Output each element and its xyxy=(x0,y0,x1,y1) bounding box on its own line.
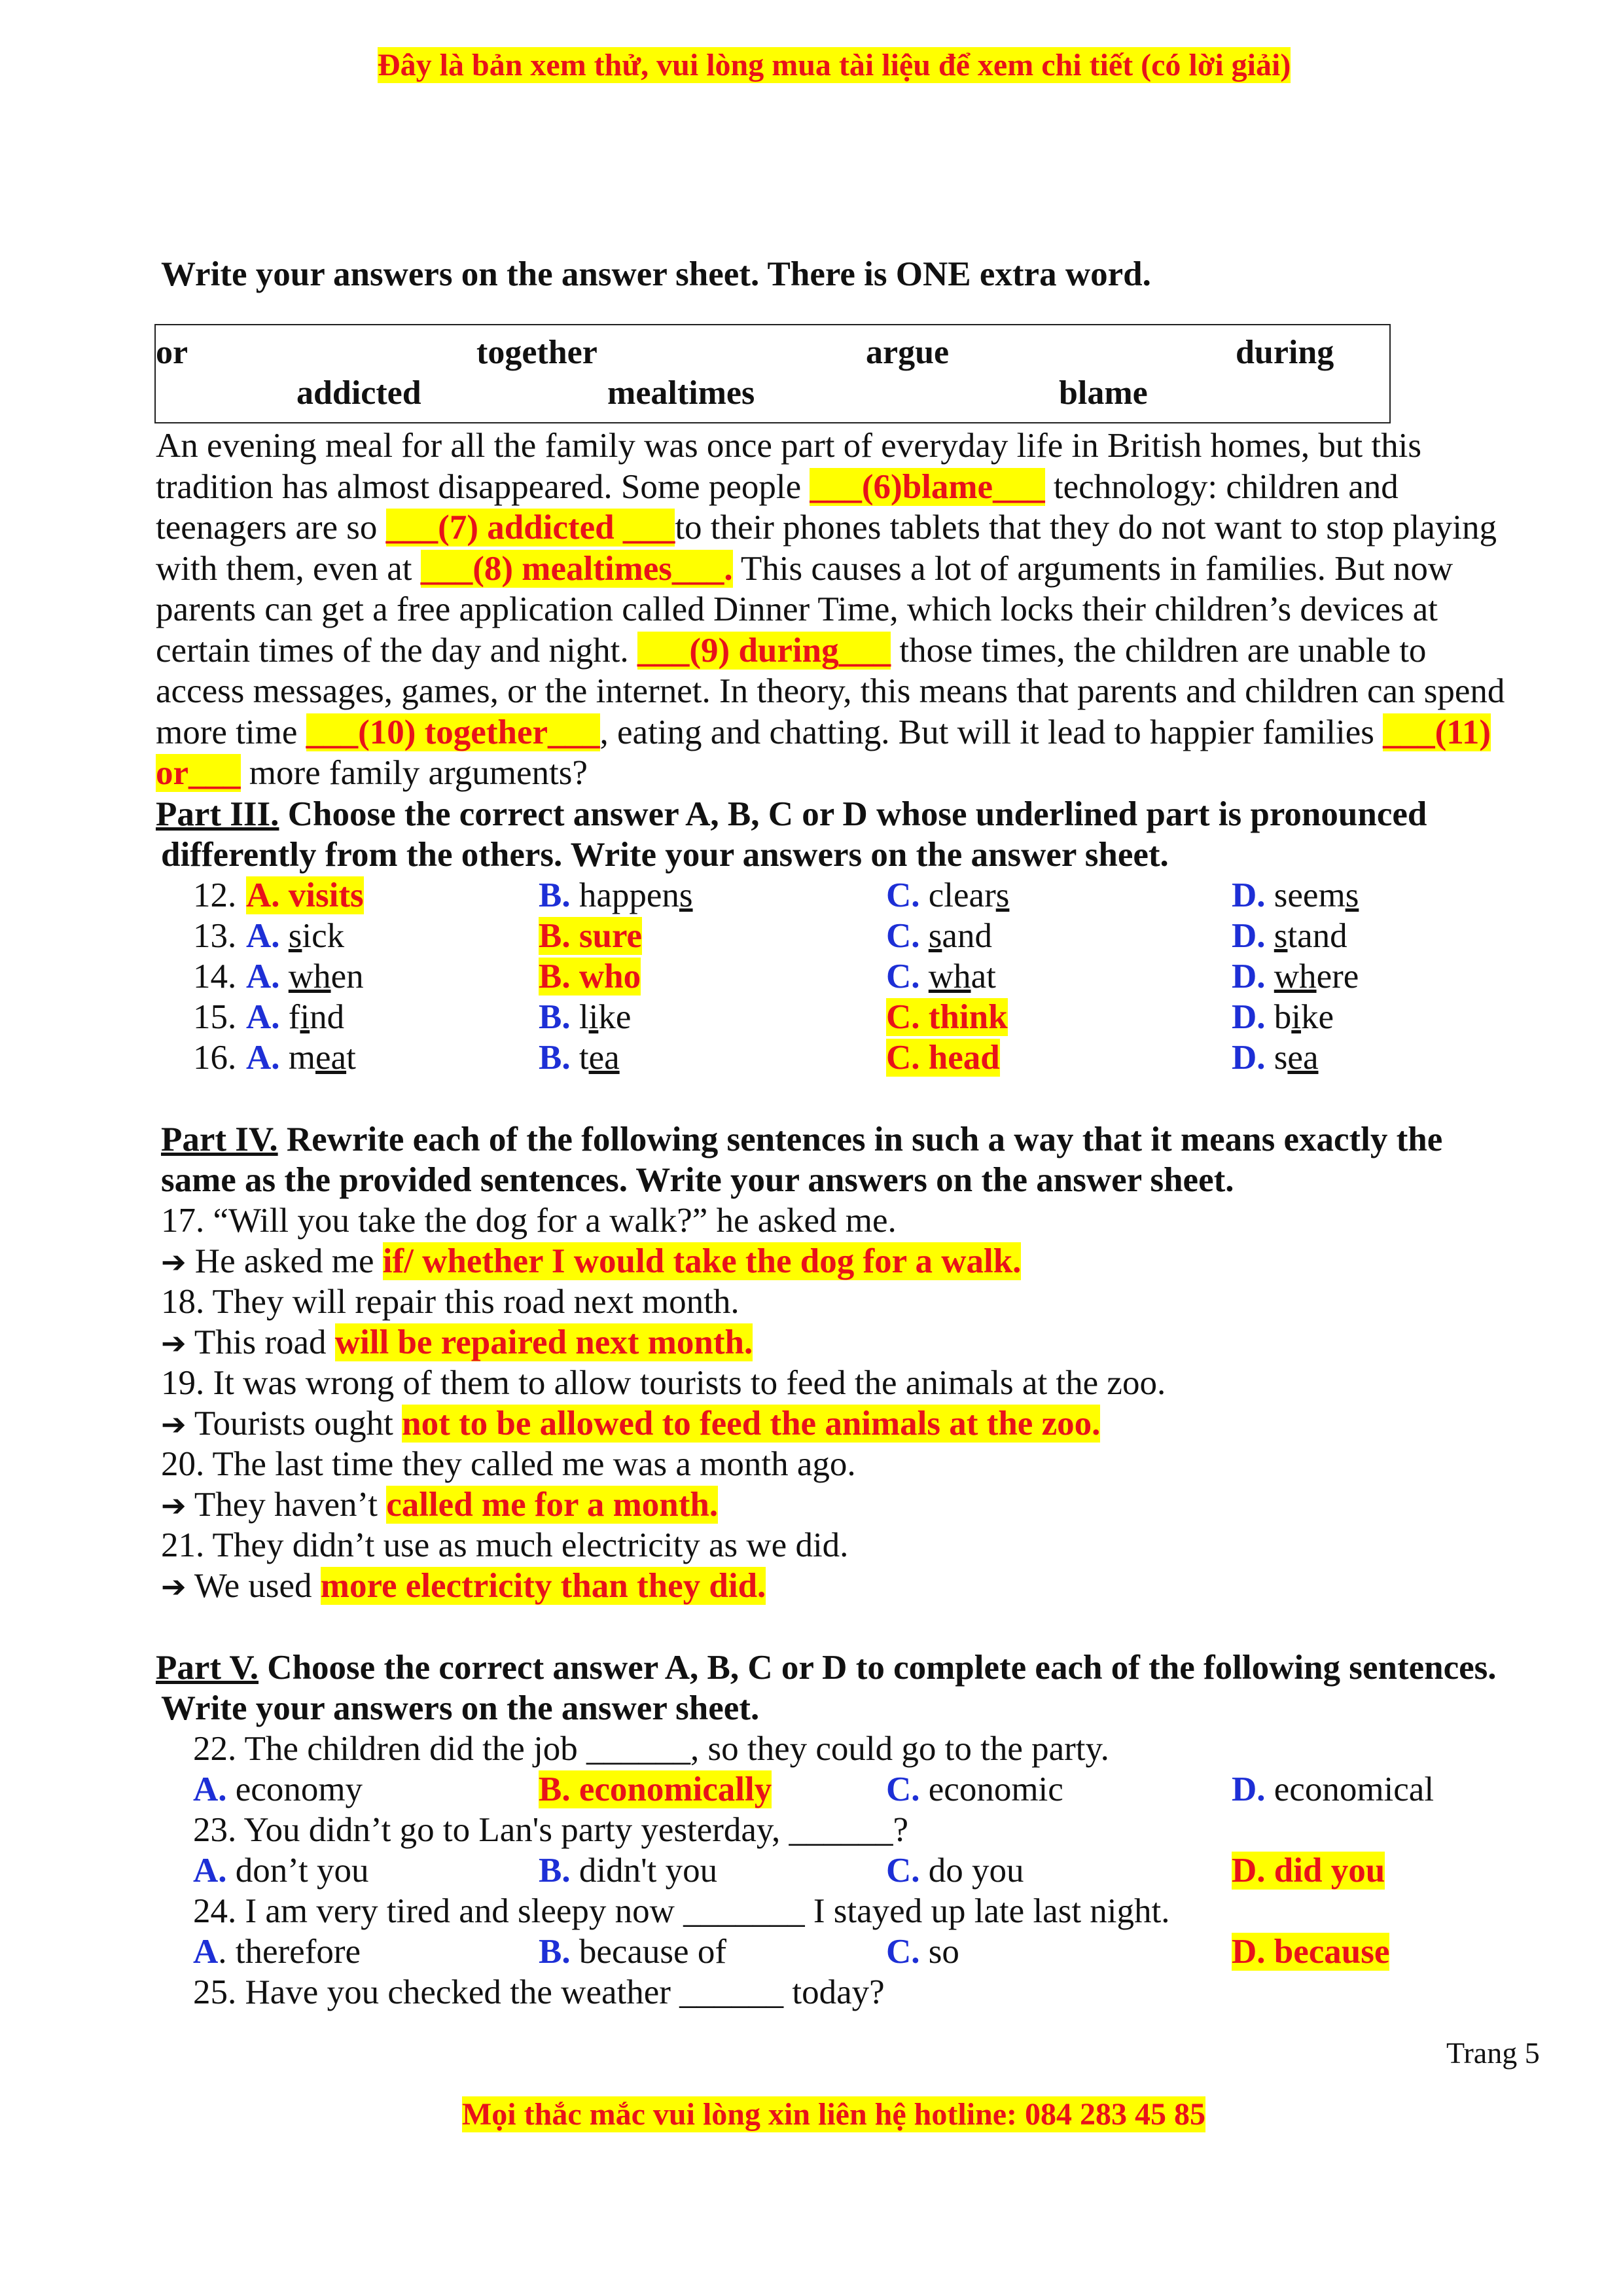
passage-line: or___ more family arguments? xyxy=(156,754,588,792)
answer-8: ___(8) mealtimes___. xyxy=(420,549,733,588)
q19-rewrite: ➔ Tourists ought not to be allowed to feed the animals at the zoo. xyxy=(161,1405,1101,1443)
q14-option-d: D. where xyxy=(1232,958,1359,996)
answer-9: ___(9) during___ xyxy=(637,631,891,670)
q21-rewrite: ➔ We used more electricity than they did. xyxy=(161,1567,766,1605)
q15-number: 15. xyxy=(193,998,237,1036)
answer-11: ___(11) xyxy=(1383,713,1491,751)
q16-option-b: B. tea xyxy=(539,1039,620,1077)
q15-option-c: C. think xyxy=(886,998,1008,1036)
passage-line: more time ___(10) together___, eating and chatting. But will it lead to happier families ___(11) xyxy=(156,713,1491,751)
word-together: together xyxy=(476,334,597,371)
q23-option-a: A. don’t you xyxy=(193,1852,369,1890)
q20-rewrite: ➔ They haven’t called me for a month. xyxy=(161,1486,719,1524)
q12-number: 12. xyxy=(193,876,237,914)
q12-option-c: C. clears xyxy=(886,876,1010,914)
q17-answer: if/ whether I would take the dog for a walk. xyxy=(382,1242,1022,1280)
q21-prompt: 21. They didn’t use as much electricity as we did. xyxy=(161,1526,849,1564)
word-blame: blame xyxy=(1059,374,1148,412)
arrow-right-icon: ➔ xyxy=(161,1246,187,1279)
q22-option-b: B. economically xyxy=(539,1770,772,1808)
q25-prompt: 25. Have you checked the weather ______ today? xyxy=(193,1973,885,2011)
q22-option-d: D. economical xyxy=(1232,1770,1435,1808)
answer-11-cont: or___ xyxy=(156,754,241,792)
q24-option-d: D. because xyxy=(1232,1933,1390,1971)
part3-heading: Part III. Choose the correct answer A, B, C or D whose underlined part is pronounced xyxy=(156,795,1427,833)
q16-option-c: C. head xyxy=(886,1039,1000,1077)
q16-option-d: D. sea xyxy=(1232,1039,1319,1077)
arrow-right-icon: ➔ xyxy=(161,1408,187,1441)
q24-option-b: B. because of xyxy=(539,1933,726,1971)
part4-instruction: same as the provided sentences. Write your answers on the answer sheet. xyxy=(161,1161,1234,1199)
q24-option-a: A. therefore xyxy=(193,1933,361,1971)
q23-option-b: B. didn't you xyxy=(539,1852,718,1890)
word-or: or xyxy=(156,334,188,371)
q22-option-c: C. economic xyxy=(886,1770,1063,1808)
passage-line: with them, even at ___(8) mealtimes___. This causes a lot of arguments in families. But now xyxy=(156,549,1454,588)
word-box xyxy=(154,324,1391,423)
answer-10: ___(10) together___ xyxy=(306,713,600,751)
passage-line: teenagers are so ___(7) addicted ___to their phones tablets that they do not want to stop playing xyxy=(156,509,1497,547)
word-during: during xyxy=(1236,334,1334,371)
q23-option-c: C. do you xyxy=(886,1852,1024,1890)
q18-prompt: 18. They will repair this road next month. xyxy=(161,1283,740,1321)
q18-rewrite: ➔ This road will be repaired next month. xyxy=(161,1323,753,1361)
q13-option-d: D. stand xyxy=(1232,917,1347,955)
q23-option-d: D. did you xyxy=(1232,1852,1385,1890)
word-mealtimes: mealtimes xyxy=(607,374,755,412)
part5-instruction: Write your answers on the answer sheet. xyxy=(161,1689,760,1727)
q15-option-a: A. find xyxy=(246,998,345,1036)
q21-answer: more electricity than they did. xyxy=(320,1567,766,1605)
q14-option-a: A. when xyxy=(246,958,364,996)
part4-heading: Part IV. Rewrite each of the following sentences in such a way that it means exactly the xyxy=(161,1121,1443,1158)
passage-line: access messages, games, or the internet. In theory, this means that parents and children can spend xyxy=(156,672,1505,710)
q20-answer: called me for a month. xyxy=(386,1486,719,1524)
part5-heading: Part V. Choose the correct answer A, B, C or D to complete each of the following sentences. xyxy=(156,1649,1497,1687)
hotline-banner: Mọi thắc mắc vui lòng xin liên hệ hotline: 084 283 45 85 xyxy=(462,2097,1206,2132)
q14-option-b: B. who xyxy=(539,958,641,996)
answer-7: ___(7) addicted ___ xyxy=(385,509,675,547)
extra-word-instruction: Write your answers on the answer sheet. There is ONE extra word. xyxy=(161,255,1151,293)
page-number: Trang 5 xyxy=(1446,2036,1540,2070)
q15-option-b: B. like xyxy=(539,998,632,1036)
q22-option-a: A. economy xyxy=(193,1770,363,1808)
answer-6: ___(6)blame___ xyxy=(810,467,1045,506)
q17-rewrite: ➔ He asked me if/ whether I would take the dog for a walk. xyxy=(161,1242,1022,1280)
passage-line: tradition has almost disappeared. Some people ___(6)blame___ technology: children and xyxy=(156,467,1399,506)
q24-prompt: 24. I am very tired and sleepy now _______ I stayed up late last night. xyxy=(193,1892,1170,1930)
passage-line: An evening meal for all the family was once part of everyday life in British homes, but this xyxy=(156,427,1421,465)
q15-option-d: D. bike xyxy=(1232,998,1334,1036)
q19-prompt: 19. It was wrong of them to allow tourists to feed the animals at the zoo. xyxy=(161,1364,1166,1402)
arrow-right-icon: ➔ xyxy=(161,1327,187,1360)
q12-option-b: B. happens xyxy=(539,876,693,914)
part3-instruction: differently from the others. Write your answers on the answer sheet. xyxy=(161,836,1169,874)
arrow-right-icon: ➔ xyxy=(161,1570,187,1604)
q24-option-c: C. so xyxy=(886,1933,959,1971)
arrow-right-icon: ➔ xyxy=(161,1489,187,1522)
q18-answer: will be repaired next month. xyxy=(334,1323,753,1361)
q20-prompt: 20. The last time they called me was a month ago. xyxy=(161,1445,856,1483)
passage-line: certain times of the day and night. ___(9) during___ those times, the children are unable to xyxy=(156,631,1427,670)
q13-option-c: C. sand xyxy=(886,917,992,955)
word-argue: argue xyxy=(866,334,950,371)
q14-number: 14. xyxy=(193,958,237,996)
q22-prompt: 22. The children did the job ______, so they could go to the party. xyxy=(193,1730,1109,1768)
q16-number: 16. xyxy=(193,1039,237,1077)
word-addicted: addicted xyxy=(296,374,421,412)
preview-banner: Đây là bản xem thử, vui lòng mua tài liệu để xem chi tiết (có lời giải) xyxy=(378,48,1291,82)
q13-option-b: B. sure xyxy=(539,917,643,955)
q17-prompt: 17. “Will you take the dog for a walk?” he asked me. xyxy=(161,1202,897,1240)
q12-option-d: D. seems xyxy=(1232,876,1359,914)
reading-passage xyxy=(156,425,1563,794)
q13-number: 13. xyxy=(193,917,237,955)
q12-option-a: A. visits xyxy=(246,876,364,914)
q19-answer: not to be allowed to feed the animals at the zoo. xyxy=(402,1405,1101,1443)
passage-line: parents can get a free application called Dinner Time, which locks their children’s devices at xyxy=(156,590,1438,628)
q13-option-a: A. sick xyxy=(246,917,345,955)
q16-option-a: A. meat xyxy=(246,1039,356,1077)
q14-option-c: C. what xyxy=(886,958,996,996)
q23-prompt: 23. You didn’t go to Lan's party yesterday, ______? xyxy=(193,1811,908,1849)
